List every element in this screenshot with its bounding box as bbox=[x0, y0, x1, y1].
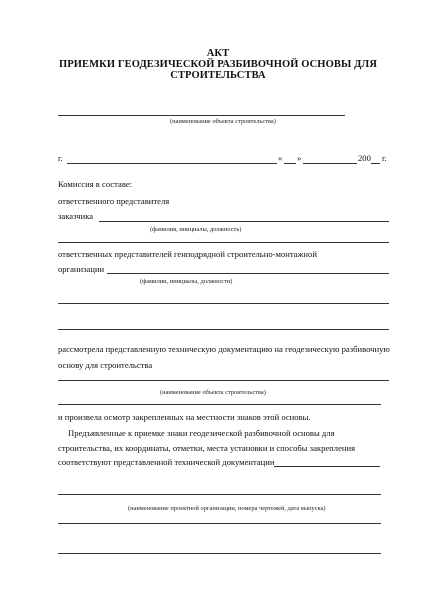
customer-label: заказчика bbox=[58, 211, 94, 221]
object-name-field-3[interactable] bbox=[58, 404, 381, 405]
project-org-field-3[interactable] bbox=[58, 553, 381, 554]
day-quote-open: « bbox=[278, 153, 283, 163]
customer-rep-label: ответственного представителя bbox=[58, 196, 170, 206]
day-quote-close: » bbox=[297, 153, 302, 163]
conclusion-text-line-1: Предъявленные к приемке знаки геодезической разбивочной основы для bbox=[68, 428, 335, 438]
contractor-reps-caption: (фамилии, инициалы, должности) bbox=[140, 278, 233, 285]
year-suffix: г. bbox=[382, 153, 387, 163]
object-name-caption-2: (наименование объекта строительства) bbox=[160, 389, 266, 396]
contractor-reps-field[interactable] bbox=[107, 273, 389, 274]
contractor-reps-field-3[interactable] bbox=[58, 329, 389, 330]
documentation-field[interactable] bbox=[274, 466, 380, 467]
inspection-text: и произвела осмотр закрепленных на местности знаков этой основы. bbox=[58, 412, 311, 422]
object-name-field-2[interactable] bbox=[58, 380, 389, 381]
conclusion-text-line-3: соответствуют представленной технической документации bbox=[58, 457, 275, 467]
contractor-reps-label: ответственных представителей генподрядной строительно-монтажной bbox=[58, 249, 317, 259]
document-subtitle-line-2: СТРОИТЕЛЬСТВА bbox=[170, 70, 266, 81]
city-prefix: г. bbox=[58, 153, 63, 163]
contractor-org-label: организации bbox=[58, 264, 105, 274]
project-org-field-2[interactable] bbox=[58, 523, 381, 524]
year-field[interactable] bbox=[371, 163, 380, 164]
commission-label: Комиссия в составе: bbox=[58, 179, 133, 189]
reviewed-text-line-2: основу для строительства bbox=[58, 360, 153, 370]
customer-rep-field-2[interactable] bbox=[58, 242, 389, 243]
document-title: АКТ bbox=[206, 48, 230, 59]
day-field[interactable] bbox=[284, 163, 296, 164]
project-org-field[interactable] bbox=[58, 494, 381, 495]
reviewed-text-line-1: рассмотрела представленную техническую документацию на геодезическую разбивочную bbox=[58, 344, 390, 354]
document-subtitle-line-1: ПРИЕМКИ ГЕОДЕЗИЧЕСКОЙ РАЗБИВОЧНОЙ ОСНОВЫ ДЛЯ bbox=[58, 59, 378, 70]
project-org-caption: (наименование проектной организации, номера чертежей, дата выпуска) bbox=[128, 505, 326, 512]
customer-rep-caption: (фамилия, инициалы, должность) bbox=[150, 226, 242, 233]
contractor-reps-field-2[interactable] bbox=[58, 303, 389, 304]
object-name-caption: (наименование объекта строительства) bbox=[170, 118, 276, 125]
year-prefix: 200 bbox=[358, 153, 371, 163]
month-field[interactable] bbox=[303, 163, 357, 164]
object-name-field[interactable] bbox=[58, 115, 345, 116]
city-field[interactable] bbox=[67, 163, 277, 164]
conclusion-text-line-2: строительства, их координаты, отметки, места установки и способы закрепления bbox=[58, 443, 356, 453]
customer-rep-field[interactable] bbox=[99, 221, 389, 222]
